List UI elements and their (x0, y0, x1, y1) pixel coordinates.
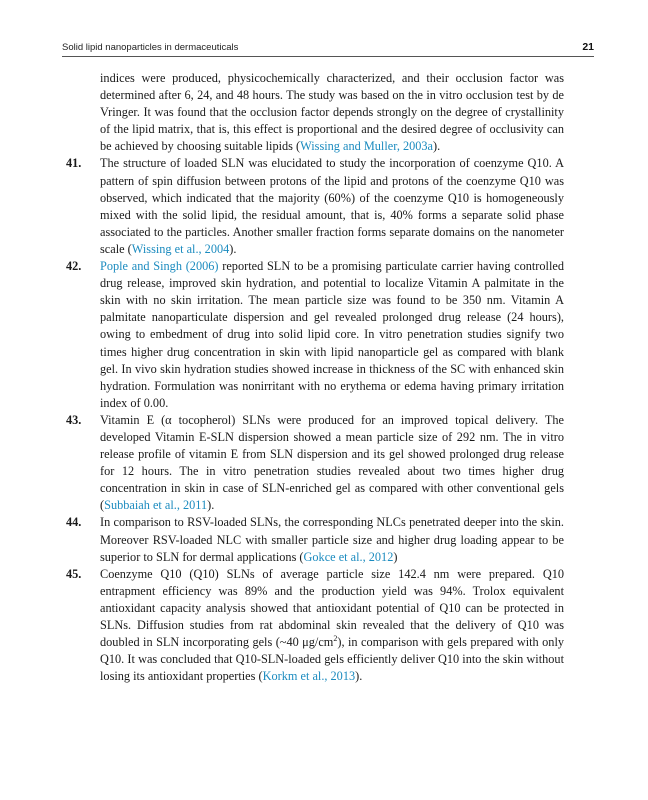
intro-text: indices were produced, physicochemically characterized, and their occlusion factor was determined after 6, 24, and 48 hours. The study was based on the in vitro occlusion test by de Vringer. It was found that the occlusion factor depends strongly on the degree of crystallinity of the lipid matrix, that is, this effect is proportional and the desired degree of occlusivity can be achieved by choosing suitable lipids ( (100, 71, 564, 154)
intro-paragraph: indices were produced, physicochemically characterized, and their occlusion factor was determined after 6, 24, and 48 hours. The study was based on the in vitro occlusion test by de Vringer. It was found that the occlusion factor depends strongly on the degree of crystallinity of the lipid matrix, that is, this effect is proportional and the desired degree of occlusivity can be achieved by choosing suitable lipids (Wissing and Muller, 2003a). (100, 71, 564, 154)
citation-link[interactable]: Wissing et al., 2004 (131, 241, 230, 256)
list-item-45: 45. Coenzyme Q10 (Q10) SLNs of average particle size 142.4 nm were prepared. Q10 entrapment efficiency was 89% and the production yield was 94%. Trolox equivalent antioxidant capacity analysis showed that antioxidant potential of Q10 can be protected in SLNs. Diffusion studies from rat abdominal skin revealed that the delivery of Q10 was doubled in SLN incorporating gels (~40 $\mu g/cm^2$), in comparison with gels prepared with only Q10. It was concluded that Q10-SLN-loaded gels efficiently deliver Q10 into the skin without losing its antioxidant properties (Korkm et al., 2013). (66, 566, 565, 684)
superscript: 2 (333, 634, 338, 643)
citation-link[interactable]: Korkm et al., 2013 (262, 669, 356, 684)
item-number: 41. (66, 156, 82, 171)
item-number: 44. (66, 515, 82, 530)
page-number: 21 (582, 41, 594, 53)
item-number: 43. (66, 412, 82, 427)
citation-link[interactable]: Pople and Singh (2006) (100, 259, 219, 274)
citation-link[interactable]: Gokce et al., 2012 (303, 549, 394, 564)
list-item-41: 41. The structure of loaded SLN was elucidated to study the incorporation of coenzyme Q10. A pattern of spin diffusion between protons of the lipid and protons of the coenzyme Q10 was observed, which indicated that the majority (60%) of the coenzyme Q10 is homogeneously mixed with the solid lipid, the residual amount, that is, 40% forms a separate solid phase associated to the particles. Another smaller fraction forms separate domains on the nanometer scale (Wissing et al., 2004). (66, 156, 564, 256)
citation-link[interactable]: Subbaiah et al., 2011 (104, 498, 208, 513)
running-title: Solid lipid nanoparticles in dermaceuticals (62, 42, 239, 53)
list-item-42: 42. Pople and Singh (2006) reported SLN to be a promising particulate carrier having controlled drug release, improved skin hydration, and potential to localize Vitamin A palmitate in the skin with no skin irritation. The mean particle size was found to be 350 nm. Vitamin A palmitate nanoparticulate dispersion and gel revealed prolonged drug release (24 hours), owing to embedment of drug into solid lipid core. In vitro penetration studies signify two times higher drug concentration in skin with lipid nanoparticle gel as compared with blank gel. In vivo skin hydration studies showed increase in thickness of the SC with enhanced skin hydration. Formulation was nonirritant with no erythema or edema having primary irritation index of 0.00. (66, 259, 564, 410)
item-number: 45. (66, 566, 82, 581)
list-item-43: 43. Vitamin E (α tocopherol) SLNs were produced for an improved topical delivery. The developed Vitamin E-SLN dispersion showed a mean particle size of 292 nm. The in vitro release profile of vitamin E from SLN dispersion and its gel showed prolonged drug release for 12 hours. The in vitro penetration studies revealed about two times higher drug concentration in skin in case of SLN-enriched gel as compared with other conventional gels (Subbaiah et al., 2011). (66, 412, 564, 513)
citation-link[interactable]: Wissing and Muller, 2003a (300, 139, 434, 154)
list-item-44: 44. In comparison to RSV-loaded SLNs, the corresponding NLCs penetrated deeper into the skin. Moreover RSV-loaded NLC with smaller particle size and higher drug loading appear to be superior to SLN for dermal applications (Gokce et al., 2012) (66, 515, 564, 564)
header-rule (62, 56, 594, 57)
body-text (66, 70, 565, 685)
item-number: 42. (66, 259, 82, 274)
